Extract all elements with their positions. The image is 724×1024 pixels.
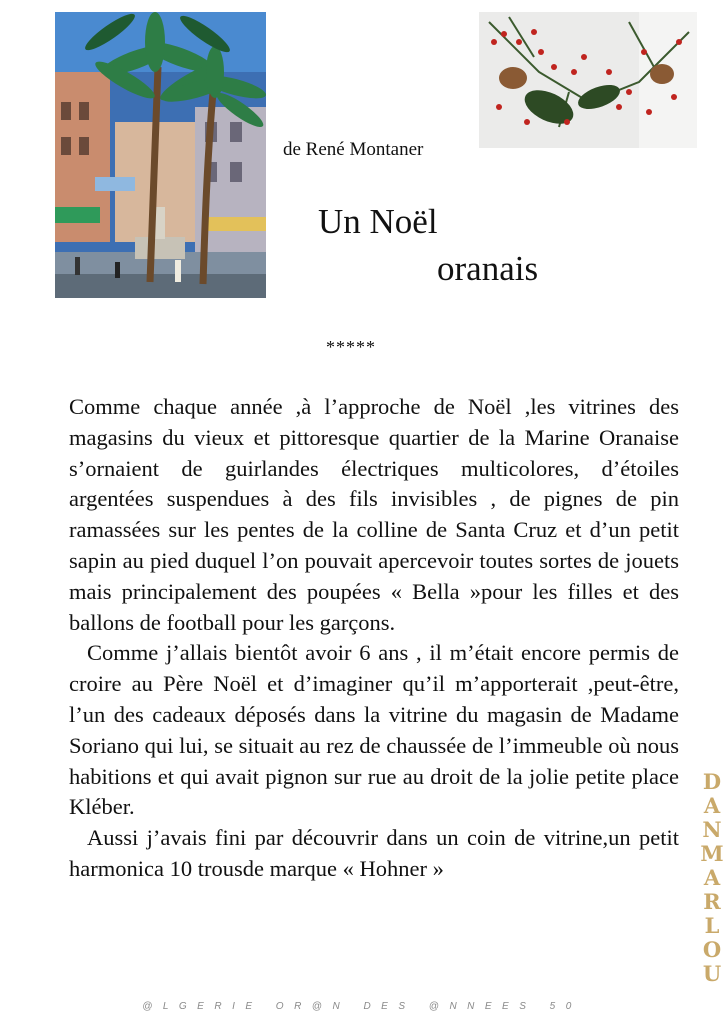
paragraph: Aussi j’avais fini par découvrir dans un coin de vitrine,un petit harmonica 10 trousde marque « Hohner » xyxy=(69,825,679,881)
vertical-wordmark: DANMARLOU xyxy=(700,769,724,986)
painting-image xyxy=(55,12,266,298)
title-line-1: Un Noël xyxy=(318,202,438,241)
garland-image xyxy=(479,12,697,148)
title-line-2: oranais xyxy=(437,249,539,288)
paragraph: Comme chaque année ,à l’approche de Noël ,les vitrines des magasins du vieux et pittoresque quartier de la Marine Oranaise s’ornaient de guirlandes électriques multicolores, d’étoiles argentées suspendues à des fils invisibles , de pignes de pin ramassées sur les pentes de la colline de Santa Cruz et d’un petit sapin au pied duquel l’on pouvait apercevoir toutes sortes de jouets mais principalement des poupées « Bella »pour les filles et des ballons de football pour les garçons. xyxy=(69,394,679,635)
footer-wordmark: @LGERIE OR@N DES @NNEES 50 xyxy=(142,1001,582,1012)
separator-stars: ***** xyxy=(326,337,376,357)
author-line: de René Montaner xyxy=(283,139,424,160)
paragraph: Comme j’allais bientôt avoir 6 ans , il m’était encore permis de croire au Père Noël et d’imaginer qu’il m’apporterait ,peut-être, l’un des cadeaux déposés dans la vitrine du magasin de Madame Soriano qui lui, se situait au rez de chaussée de l’immeuble où nous habitions et qui avait pignon sur rue au droit de la jolie petite place Kléber. xyxy=(69,640,679,820)
story-body xyxy=(69,392,679,885)
